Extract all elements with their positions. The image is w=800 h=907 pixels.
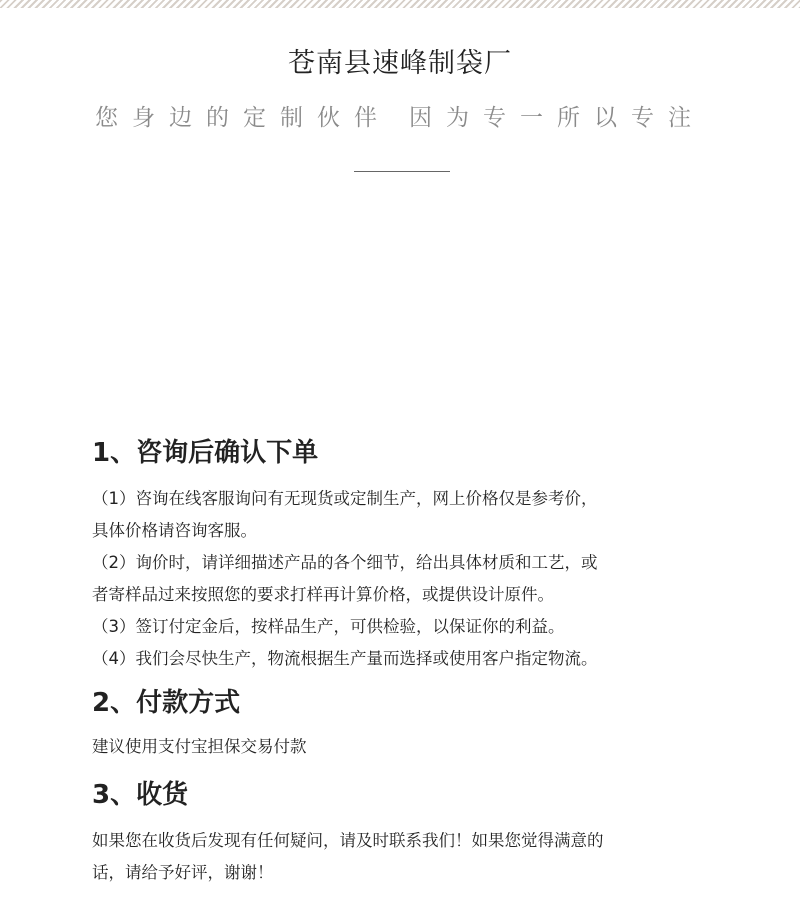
paragraph-line: （4）我们会尽快生产，物流根据生产量而选择或使用客户指定物流。 <box>92 649 598 668</box>
order-process-content <box>92 433 692 889</box>
slogan <box>0 102 800 134</box>
paragraph-line: 话，请给予好评，谢谢！ <box>92 863 274 882</box>
section-body-payment <box>92 731 692 763</box>
page-header <box>0 44 800 134</box>
header-divider <box>354 171 450 172</box>
paragraph-line: （3）签订付定金后，按样品生产，可供检验，以保证你的利益。 <box>92 617 565 636</box>
slogan-part-1: 您身边的定制伙伴 <box>95 105 391 131</box>
section-body-inquiry <box>92 483 692 675</box>
section-title-payment: 2、付款方式 <box>92 688 241 718</box>
section-title-receiving: 3、收货 <box>92 780 189 810</box>
paragraph-line: 建议使用支付宝担保交易付款 <box>92 737 307 756</box>
paragraph-line: 具体价格请咨询客服。 <box>92 521 257 540</box>
company-name: 苍南县速峰制袋厂 <box>288 48 512 79</box>
paragraph-line: 如果您在收货后发现有任何疑问，请及时联系我们！如果您觉得满意的 <box>92 831 604 850</box>
paragraph-line: （1）咨询在线客服询问有无现货或定制生产，网上价格仅是参考价， <box>92 489 598 508</box>
top-decorative-stripe <box>0 0 800 8</box>
slogan-part-2: 因为专一所以专注 <box>409 105 705 131</box>
section-body-receiving <box>92 825 692 889</box>
paragraph-line: 者寄样品过来按照您的要求打样再计算价格，或提供设计原件。 <box>92 585 554 604</box>
section-title-inquiry: 1、咨询后确认下单 <box>92 438 319 468</box>
paragraph-line: （2）询价时，请详细描述产品的各个细节，给出具体材质和工艺，或 <box>92 553 598 572</box>
